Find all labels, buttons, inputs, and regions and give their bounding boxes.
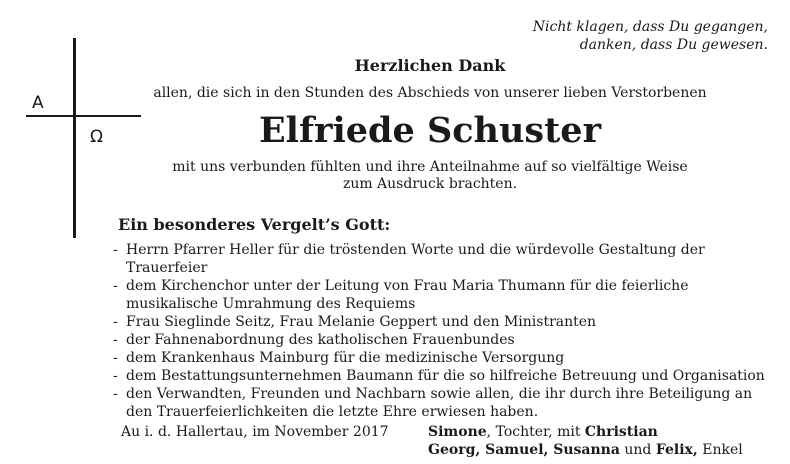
thanks-list-item (113, 313, 778, 331)
signature-text: Enkel (697, 442, 743, 458)
place-and-date: Au i. d. Hallertau, im November 2017 (121, 424, 389, 440)
thanks-list-item (113, 349, 778, 367)
bullet-dash: - (113, 314, 118, 330)
notice-heading: Herzlichen Dank (354, 56, 506, 75)
family-signature (428, 423, 743, 459)
bullet-dash: - (113, 242, 118, 258)
intro-text: allen, die sich in den Stunden des Abschieds von unserer lieben Verstorbenen (153, 85, 707, 101)
thanks-list-item (113, 367, 778, 385)
closing-text (150, 159, 710, 193)
thanks-list (113, 241, 778, 421)
signature-name: Felix, (655, 442, 698, 458)
cross-icon-vertical-bar (73, 38, 76, 238)
thanks-item-text: der Fahnenabordnung des katholischen Frauenbundes (126, 332, 515, 348)
alpha-symbol-icon: A (32, 93, 44, 113)
thanks-item-text: Herrn Pfarrer Heller für die tröstenden Worte und die würdevolle Gestaltung der Trauerfeier (126, 242, 705, 276)
signature-text: , Tochter, mit (486, 424, 585, 440)
signature-text: und (619, 442, 656, 458)
deceased-name: Elfriede Schuster (258, 110, 602, 151)
thanks-list-item (113, 385, 778, 421)
signature-names: Georg, Samuel, Susanna (428, 442, 620, 458)
bullet-dash: - (113, 332, 118, 348)
thanks-list-item (113, 277, 778, 313)
closing-line-2: zum Ausdruck brachten. (342, 176, 518, 192)
signature-line-2 (428, 441, 743, 459)
bullet-dash: - (113, 278, 118, 294)
thanks-item-text: dem Bestattungsunternehmen Baumann für die so hilfreiche Betreuung und Organisation (126, 368, 765, 384)
thanks-list-item (113, 241, 778, 277)
omega-symbol-icon: Ω (90, 127, 103, 147)
special-thanks-heading: Ein besonderes Vergelt’s Gott: (118, 215, 391, 234)
quote-line-2: danken, dass Du gewesen. (579, 37, 768, 53)
closing-line-1: mit uns verbunden fühlten und ihre Anteilnahme auf so vielfältige Weise (172, 159, 688, 175)
bullet-dash: - (113, 350, 118, 366)
signature-name: Simone (428, 424, 487, 440)
thanks-item-text: dem Krankenhaus Mainburg für die medizinische Versorgung (126, 350, 565, 366)
bullet-dash: - (113, 386, 118, 402)
bullet-dash: - (113, 368, 118, 384)
thanks-item-text: Frau Sieglinde Seitz, Frau Melanie Geppert und den Ministranten (126, 314, 597, 330)
signature-name: Christian (584, 424, 658, 440)
thanks-item-text: dem Kirchenchor unter der Leitung von Frau Maria Thumann für die feierliche musikalische Umrahmung des Requiems (126, 278, 689, 312)
epigraph-quote (408, 18, 768, 54)
cross-icon-horizontal-bar (26, 115, 141, 117)
thanks-item-text: den Verwandten, Freunden und Nachbarn sowie allen, die ihr durch ihre Beteiligung an den Trauerfeierlichkeiten die letzte Ehre erwiesen haben. (126, 386, 753, 420)
thanks-list-item (113, 331, 778, 349)
signature-line-1 (428, 423, 743, 441)
quote-line-1: Nicht klagen, dass Du gegangen, (532, 19, 768, 35)
